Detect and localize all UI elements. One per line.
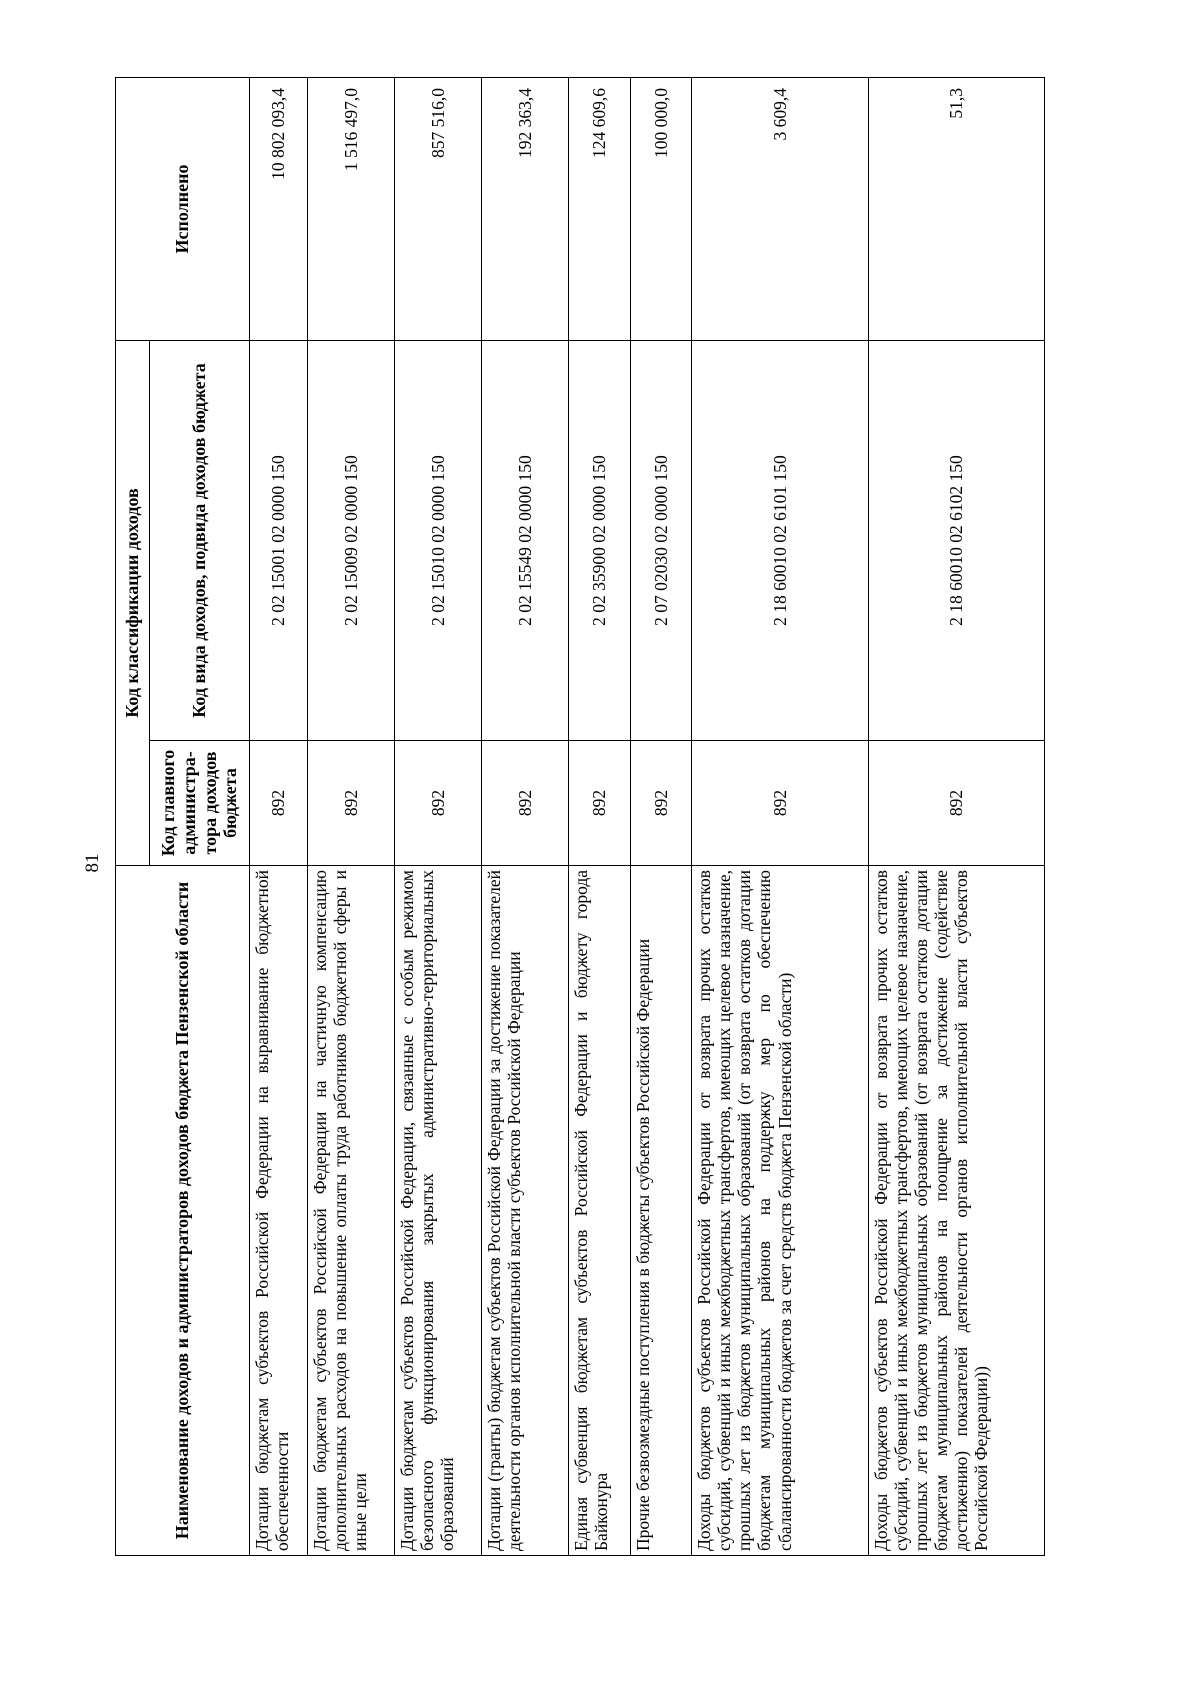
row-amount: 192 363,4 [482, 78, 569, 341]
table-row [308, 78, 395, 1556]
table-row [868, 78, 1045, 1556]
header-classification: Код классификации доходов [116, 341, 150, 866]
row-name: Дотации бюджетам субъектов Российской Федерации на частичную компенсацию дополнительных расходов на повышение оплаты труда работников бюджетной сферы и иные цели [308, 866, 395, 1556]
table-row [250, 78, 308, 1556]
row-admin-code: 892 [630, 741, 691, 866]
table-row [692, 78, 868, 1556]
rotated-table-container [115, 78, 1045, 1556]
row-type-code: 2 07 02030 02 0000 150 [630, 341, 691, 741]
row-amount: 10 802 093,4 [250, 78, 308, 341]
row-type-code: 2 02 35900 02 0000 150 [569, 341, 630, 741]
row-admin-code: 892 [395, 741, 482, 866]
row-admin-code: 892 [308, 741, 395, 866]
row-name: Дотации (гранты) бюджетам субъектов Российской Федерации за достижение показателей деятельности органов исполнительной власти субъектов Российской Федерации [482, 866, 569, 1556]
row-amount: 3 609,4 [692, 78, 868, 341]
row-type-code: 2 02 15001 02 0000 150 [250, 341, 308, 741]
row-name: Единая субвенция бюджетам субъектов Российской Федерации и бюджету города Байконура [569, 866, 630, 1556]
header-admin-code: Код главного администра-тора доходов бюджета [150, 741, 250, 866]
revenue-table [115, 77, 1045, 1556]
row-type-code: 2 18 60010 02 6101 150 [692, 341, 868, 741]
row-amount: 124 609,6 [569, 78, 630, 341]
row-admin-code: 892 [250, 741, 308, 866]
page-number: 81 [82, 853, 103, 873]
header-executed: Исполнено [116, 78, 250, 341]
row-type-code: 2 02 15009 02 0000 150 [308, 341, 395, 741]
row-amount: 857 516,0 [395, 78, 482, 341]
table-row [630, 78, 691, 1556]
table-row [395, 78, 482, 1556]
row-admin-code: 892 [482, 741, 569, 866]
row-name: Дотации бюджетам субъектов Российской Федерации, связанные с особым режимом безопасного функционирования закрытых административно-территориальных образований [395, 866, 482, 1556]
row-admin-code: 892 [868, 741, 1045, 866]
table-row [482, 78, 569, 1556]
header-name: Наименование доходов и администраторов доходов бюджета Пензенской области [116, 866, 250, 1556]
row-name: Дотации бюджетам субъектов Российской Федерации на выравнивание бюджетной обеспеченности [250, 866, 308, 1556]
row-type-code: 2 02 15549 02 0000 150 [482, 341, 569, 741]
row-type-code: 2 02 15010 02 0000 150 [395, 341, 482, 741]
row-amount: 51,3 [868, 78, 1045, 341]
row-admin-code: 892 [692, 741, 868, 866]
row-name: Прочие безвозмездные поступления в бюджеты субъектов Российской Федерации [630, 866, 691, 1556]
header-type-code: Код вида доходов, подвида доходов бюджета [150, 341, 250, 741]
row-amount: 100 000,0 [630, 78, 691, 341]
row-name: Доходы бюджетов субъектов Российской Федерации от возврата прочих остатков субсидий, субвенций и иных межбюджетных трансфертов, имеющих целевое назначение, прошлых лет из бюджетов муниципальных образований (от возврата остатков дотации бюджетам муниципальных районов на поощрение за достижение (содействие достижению) показателей деятельности органов исполнительной власти субъектов Российской Федерации)) [868, 866, 1045, 1556]
row-type-code: 2 18 60010 02 6102 150 [868, 341, 1045, 741]
row-admin-code: 892 [569, 741, 630, 866]
row-amount: 1 516 497,0 [308, 78, 395, 341]
row-name: Доходы бюджетов субъектов Российской Федерации от возврата прочих остатков субсидий, субвенций и иных межбюджетных трансфертов, имеющих целевое назначение, прошлых лет из бюджетов муниципальных образований (от возврата остатков дотации бюджетам муниципальных районов на поддержку мер по обеспечению сбалансированности бюджетов за счет средств бюджета Пензенской области) [692, 866, 868, 1556]
table-row [569, 78, 630, 1556]
